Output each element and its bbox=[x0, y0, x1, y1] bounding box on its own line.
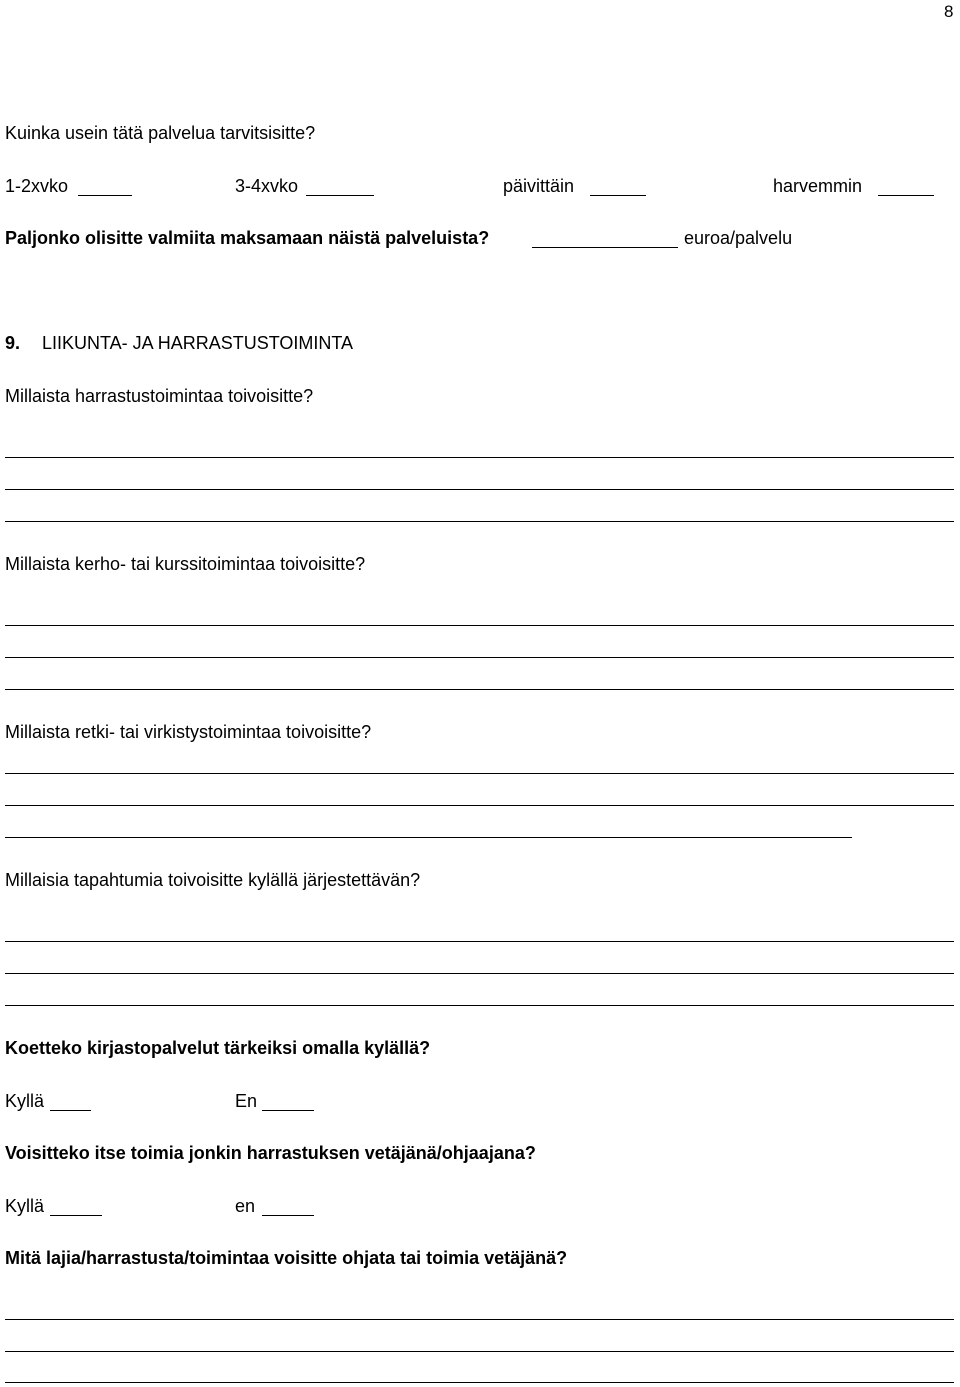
question-library: Koetteko kirjastopalvelut tärkeiksi omalla kylällä? bbox=[5, 1038, 431, 1058]
option-paivittain-label: päivittäin bbox=[503, 176, 575, 196]
answer-line-trip-1[interactable] bbox=[5, 773, 954, 774]
option-harvemmin-label: harvemmin bbox=[773, 176, 863, 196]
answer-line-trip-2[interactable] bbox=[5, 805, 954, 806]
answer-line-hobby-2[interactable] bbox=[5, 489, 954, 490]
answer-line-club-1[interactable] bbox=[5, 625, 954, 626]
lead-no-blank[interactable] bbox=[262, 1215, 314, 1216]
answer-line-events-3[interactable] bbox=[5, 1005, 954, 1006]
lead-yes-blank[interactable] bbox=[50, 1215, 102, 1216]
question-lead: Voisitteko itse toimia jonkin harrastuksen vetäjänä/ohjaajana? bbox=[5, 1143, 536, 1163]
answer-line-which-1[interactable] bbox=[5, 1319, 954, 1320]
question-frequency: Kuinka usein tätä palvelua tarvitsisitte? bbox=[5, 123, 316, 143]
price-blank[interactable] bbox=[532, 247, 678, 248]
lead-yes-label: Kyllä bbox=[5, 1196, 45, 1216]
library-yes-blank[interactable] bbox=[50, 1110, 91, 1111]
question-trip: Millaista retki- tai virkistystoimintaa toivoisitte? bbox=[5, 722, 372, 742]
answer-line-club-3[interactable] bbox=[5, 689, 954, 690]
section-title: LIIKUNTA- JA HARRASTUSTOIMINTA bbox=[42, 333, 354, 353]
answer-line-which-3[interactable] bbox=[5, 1382, 954, 1383]
answer-line-trip-3[interactable] bbox=[5, 837, 852, 838]
answer-line-club-2[interactable] bbox=[5, 657, 954, 658]
lead-no-label: en bbox=[235, 1196, 256, 1216]
answer-line-events-1[interactable] bbox=[5, 941, 954, 942]
question-which-activity: Mitä lajia/harrastusta/toimintaa voisitte ohjata tai toimia vetäjänä? bbox=[5, 1248, 568, 1268]
answer-line-which-2[interactable] bbox=[5, 1351, 954, 1352]
question-club: Millaista kerho- tai kurssitoimintaa toivoisitte? bbox=[5, 554, 366, 574]
page-number: 8 bbox=[944, 2, 954, 21]
library-no-label: En bbox=[235, 1091, 258, 1111]
price-unit: euroa/palvelu bbox=[684, 228, 793, 248]
answer-line-hobby-3[interactable] bbox=[5, 521, 954, 522]
library-no-blank[interactable] bbox=[262, 1110, 314, 1111]
question-events: Millaisia tapahtumia toivoisitte kylällä järjestettävän? bbox=[5, 870, 421, 890]
option-paivittain-blank[interactable] bbox=[590, 195, 646, 196]
library-yes-label: Kyllä bbox=[5, 1091, 45, 1111]
option-3-4xvko-label: 3-4xvko bbox=[235, 176, 299, 196]
section-number: 9. bbox=[5, 333, 21, 353]
question-hobby: Millaista harrastustoimintaa toivoisitte? bbox=[5, 386, 314, 406]
answer-line-hobby-1[interactable] bbox=[5, 457, 954, 458]
option-1-2xvko-blank[interactable] bbox=[78, 195, 132, 196]
question-price: Paljonko olisitte valmiita maksamaan näistä palveluista? bbox=[5, 228, 490, 248]
answer-line-events-2[interactable] bbox=[5, 973, 954, 974]
option-1-2xvko-label: 1-2xvko bbox=[5, 176, 69, 196]
option-harvemmin-blank[interactable] bbox=[878, 195, 934, 196]
option-3-4xvko-blank[interactable] bbox=[306, 195, 374, 196]
